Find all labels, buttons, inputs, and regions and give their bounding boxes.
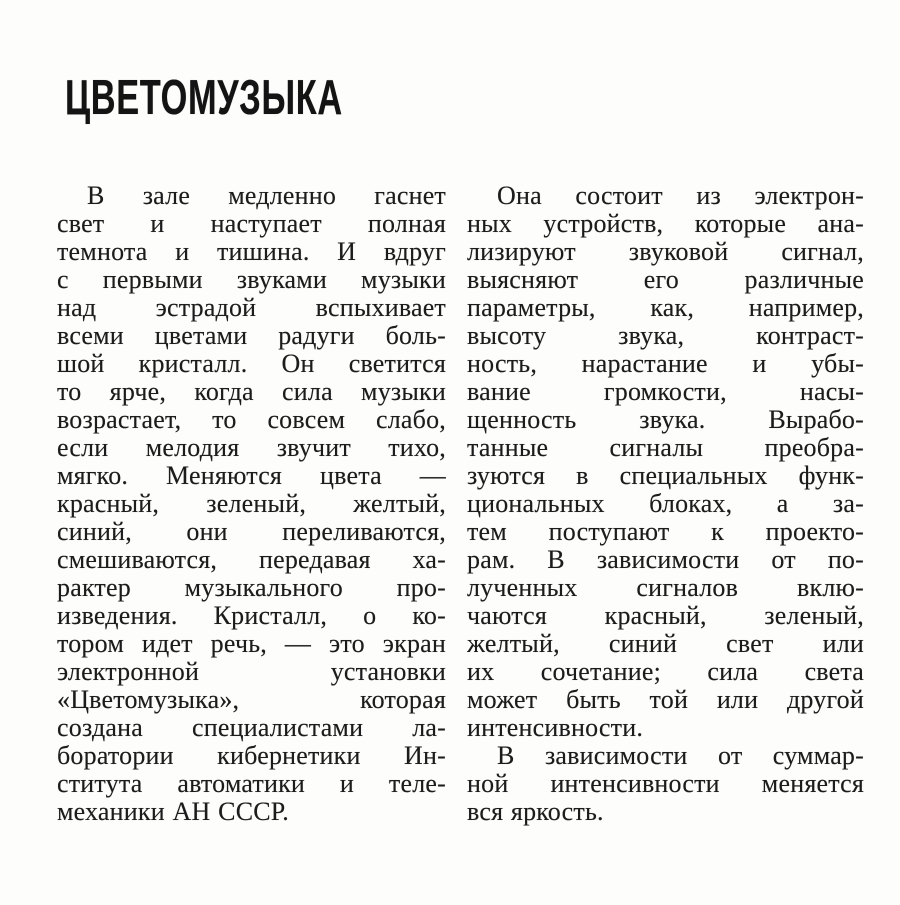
text-line: рам. В зависимости от по-: [467, 546, 864, 574]
text-line: красный, зеленый, желтый,: [57, 490, 446, 518]
text-line: с первыми звуками музыки: [57, 266, 446, 294]
text-line: механики АН СССР.: [57, 798, 289, 826]
text-line: танные сигналы преобра-: [467, 434, 864, 462]
text-line: желтый, синий свет или: [467, 630, 864, 658]
text-line: всеми цветами радуги боль-: [57, 322, 446, 350]
text-line: изведения. Кристалл, о ко-: [57, 602, 446, 630]
text-line: «Цветомузыка», которая: [57, 686, 446, 714]
text-line: щенность звука. Вырабо-: [467, 406, 864, 434]
text-line: электронной установки: [57, 658, 446, 686]
text-line: вание громкости, насы-: [467, 378, 864, 406]
text-column-left: [57, 182, 446, 826]
text-line: смешиваются, передавая ха-: [57, 546, 446, 574]
text-line: мягко. Меняются цвета —: [57, 462, 446, 490]
text-line: В зависимости от суммар-: [497, 742, 864, 770]
text-line: свет и наступает полная: [57, 210, 446, 238]
text-line: тем поступают к проекто-: [467, 518, 864, 546]
text-line: шой кристалл. Он светится: [57, 350, 446, 378]
article-body: [57, 182, 864, 826]
text-line: лученных сигналов вклю-: [467, 574, 864, 602]
text-line: синий, они переливаются,: [57, 518, 446, 546]
text-column-right: [467, 182, 864, 826]
text-line: их сочетание; сила света: [467, 658, 864, 686]
text-line: темнота и тишина. И вдруг: [57, 238, 446, 266]
text-line: чаются красный, зеленый,: [467, 602, 864, 630]
text-line: создана специалистами ла-: [57, 714, 446, 742]
text-line: зуются в специальных функ-: [467, 462, 864, 490]
text-line: высоту звука, контраст-: [467, 322, 864, 350]
text-line: лизируют звуковой сигнал,: [467, 238, 864, 266]
text-line: Она состоит из электрон-: [497, 182, 864, 210]
text-line: боратории кибернетики Ин-: [57, 742, 446, 770]
text-line: ститута автоматики и теле-: [57, 770, 446, 798]
page-title: ЦВЕТОМУЗЫКА: [65, 71, 343, 125]
text-line: может быть той или другой: [467, 686, 864, 714]
text-line: возрастает, то совсем слабо,: [57, 406, 446, 434]
text-line: ной интенсивности меняется: [467, 770, 864, 798]
text-line: интенсивности.: [467, 714, 644, 742]
text-line: если мелодия звучит тихо,: [57, 434, 446, 462]
text-line: вся яркость.: [467, 798, 604, 826]
text-line: рактер музыкального про-: [57, 574, 446, 602]
text-line: циональных блоках, а за-: [467, 490, 864, 518]
text-line: В зале медленно гаснет: [87, 182, 446, 210]
text-line: параметры, как, например,: [467, 294, 864, 322]
text-line: тором идет речь, — это экран: [57, 630, 446, 658]
text-line: ность, нарастание и убы-: [467, 350, 864, 378]
text-line: то ярче, когда сила музыки: [57, 378, 446, 406]
text-line: ных устройств, которые ана-: [467, 210, 864, 238]
text-line: выясняют его различные: [467, 266, 864, 294]
text-line: над эстрадой вспыхивает: [57, 294, 446, 322]
